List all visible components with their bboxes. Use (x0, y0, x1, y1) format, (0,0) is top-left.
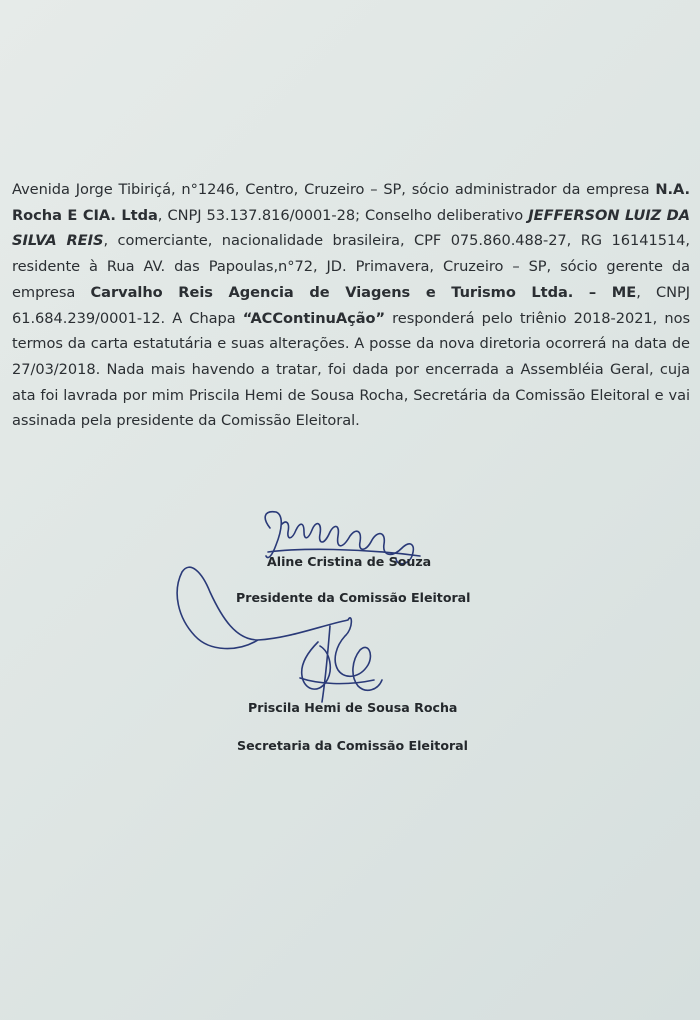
board-member-name: JEFFERSON LUIZ DA SILVA REIS (12, 206, 690, 250)
minutes-paragraph (12, 177, 690, 434)
company-name: N.A. Rocha E CIA. Ltda (12, 181, 690, 224)
text-segment: , CNPJ 61.684.239/0001-12. A Chapa (12, 283, 690, 327)
text-segment: Avenida Jorge Tibiriçá, n°1246, Centro, Cruzeiro – SP, sócio administrador da empresa (12, 181, 656, 198)
text-segment: , comerciante, nacionalidade brasileira, CPF 075.860.488-27, RG 16141514, residente à Rua AV. das Papoulas,n°72, JD. Primavera, Cruzeiro – SP, sócio gerente da empresa (12, 232, 691, 301)
secretary-name: Priscila Hemi de Sousa Rocha (248, 700, 458, 715)
secretary-signature (177, 567, 382, 690)
secretary-role: Secretaria da Comissão Eleitoral (237, 738, 468, 753)
president-role: Presidente da Comissão Eleitoral (236, 590, 471, 605)
text-segment: responderá pelo triênio 2018-2021, nos termos da carta estatutária e suas alterações. A posse da nova diretoria ocorrerá na data de 27/03/2018. Nada mais havendo a tratar, foi dada por encerrada a Assembléia Geral, cuja ata foi lavrada por mim Priscila Hemi de Sousa Rocha, Secretária da Comissão Eleitoral e vai assinada pela presidente da Comissão Eleitoral. (12, 309, 691, 430)
president-name: Aline Cristina de Souza (267, 554, 432, 569)
company-name: Carvalho Reis Agencia de Viagens e Turismo Ltda. – ME (90, 283, 637, 301)
slate-name: “ACContinuAção” (242, 309, 386, 327)
text-segment: , CNPJ 53.137.816/0001-28; Conselho deliberativo (157, 206, 529, 224)
